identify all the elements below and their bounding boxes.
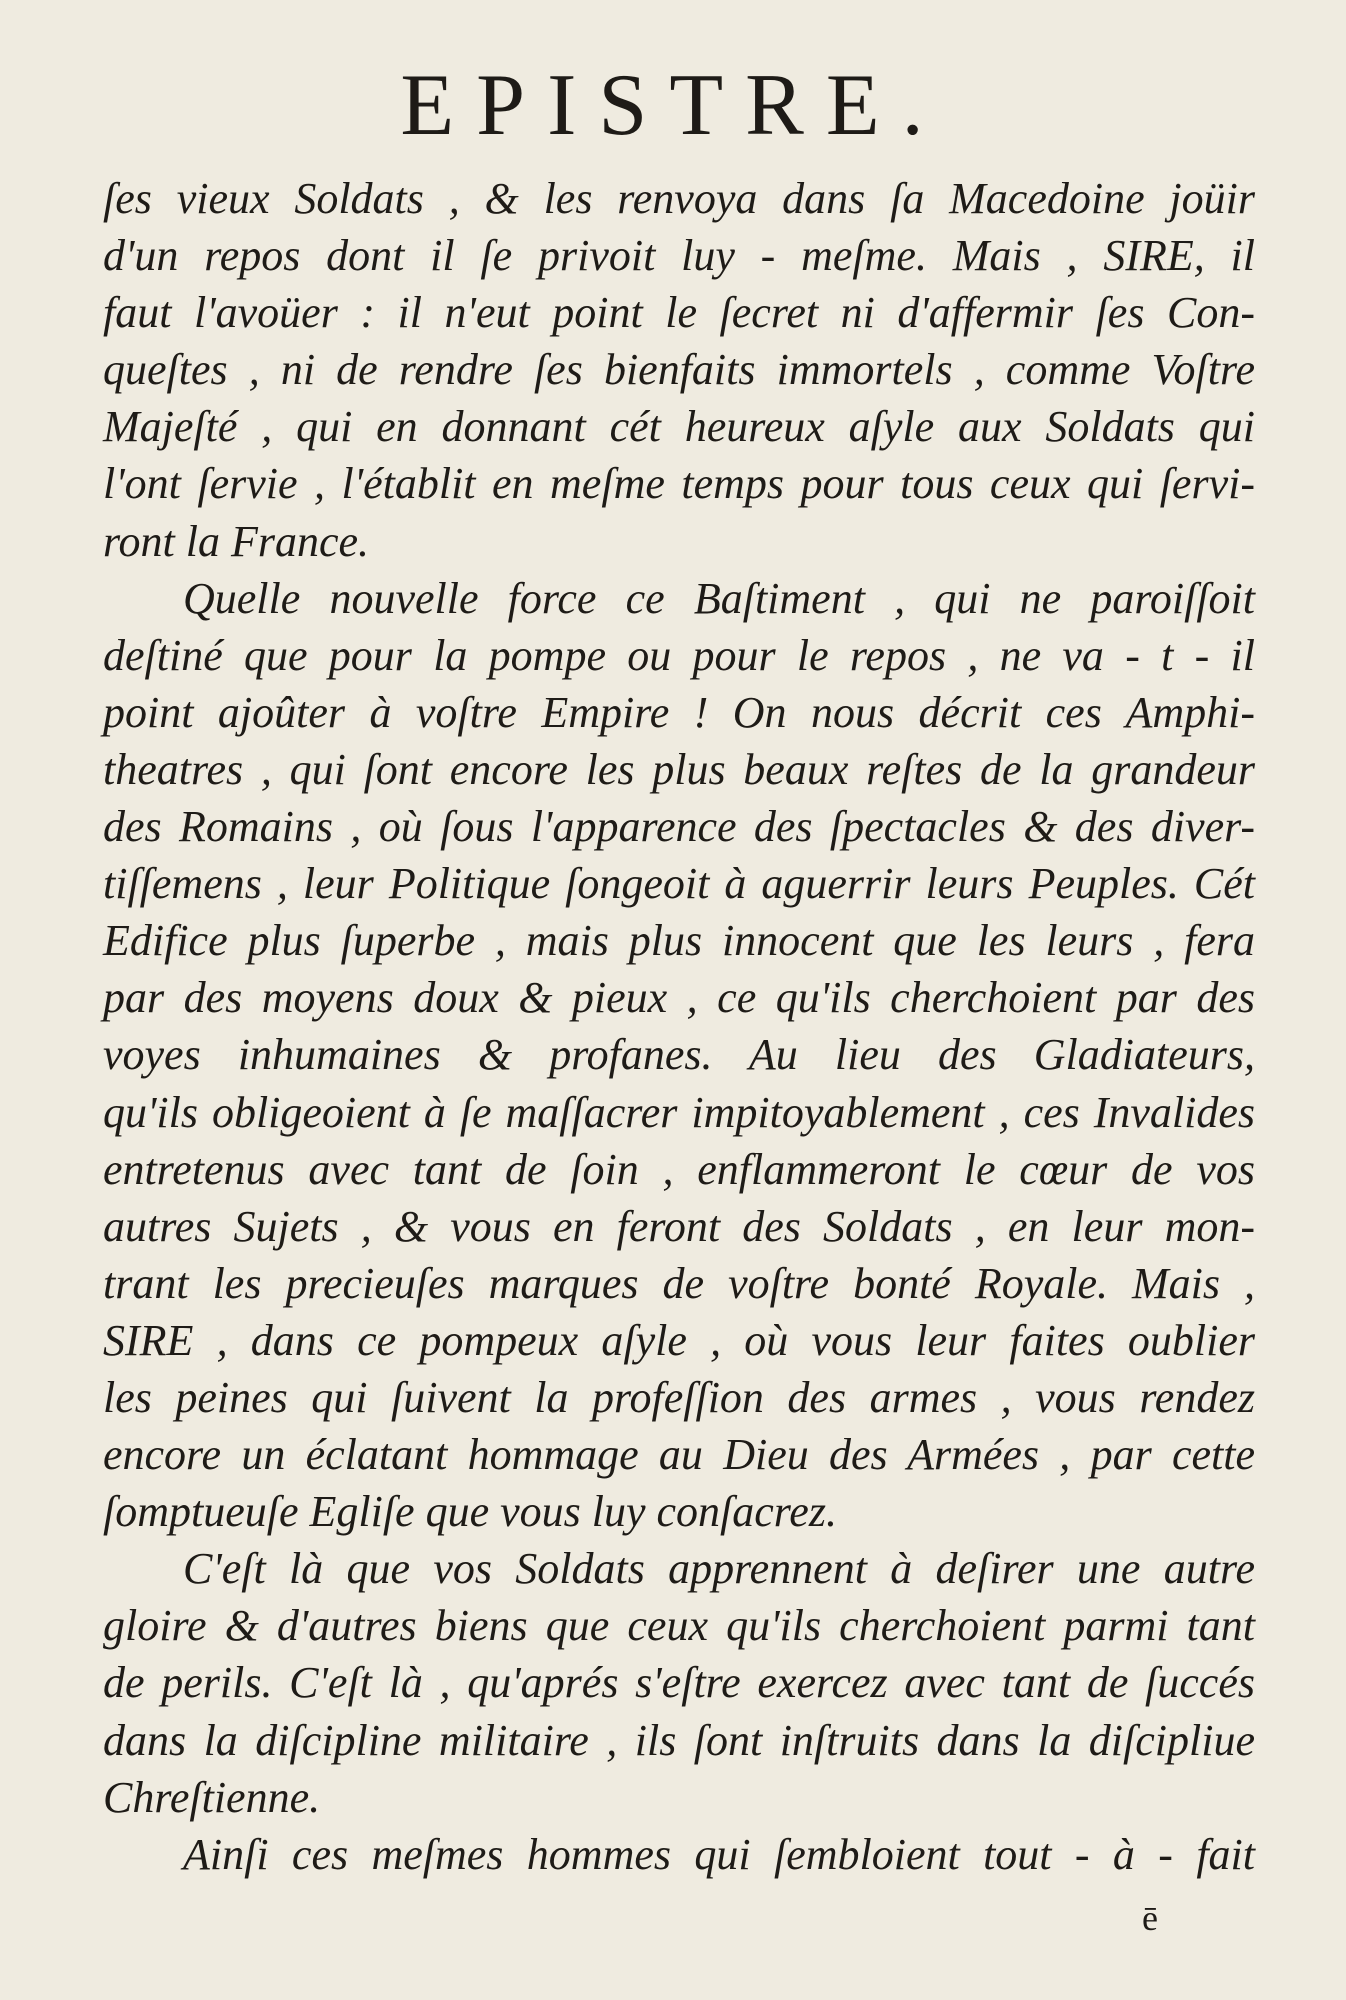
text-line: ſomptueuſe Egliſe que vous luy conſacrez. xyxy=(103,1487,837,1537)
text-line: C'eſt là que vos Soldats apprennent à deſirer une autre xyxy=(183,1544,1255,1594)
text-line: de perils. C'eſt là , qu'aprés s'eſtre exercez avec tant de ſuccés xyxy=(103,1658,1255,1708)
text-line: entretenus avec tant de ſoin , enflammeront le cœur de vos xyxy=(103,1144,1255,1194)
text-line: Ainſi ces meſmes hommes qui ſembloient tout - à - fait xyxy=(183,1829,1255,1879)
text-line: des Romains , où ſous l'apparence des ſpectacles & des diver- xyxy=(103,802,1255,852)
text-line: Majeſté , qui en donnant cét heureux aſyle aux Soldats qui xyxy=(103,402,1255,452)
text-line: gloire & d'autres biens que ceux qu'ils cherchoient parmi tant xyxy=(103,1601,1255,1651)
text-line: par des moyens doux & pieux , ce qu'ils cherchoient par des xyxy=(103,973,1255,1023)
text-line: voyes inhumaines & profanes. Au lieu des Gladiateurs, xyxy=(103,1030,1255,1080)
text-line: theatres , qui ſont encore les plus beaux reſtes de la grandeur xyxy=(103,744,1255,794)
text-line: queſtes , ni de rendre ſes bienfaits immortels , comme Voſtre xyxy=(103,345,1255,395)
text-line: qu'ils obligeoient à ſe maſſacrer impitoyablement , ces Invalides xyxy=(103,1087,1255,1137)
text-line: point ajoûter à voſtre Empire ! On nous décrit ces Amphi- xyxy=(103,687,1255,737)
body-text xyxy=(103,170,1255,1883)
text-line: faut l'avoüer : il n'eut point le ſecret ni d'affermir ſes Con- xyxy=(103,288,1255,338)
text-line: autres Sujets , & vous en feront des Soldats , en leur mon- xyxy=(103,1201,1255,1251)
text-line: Chreſtienne. xyxy=(103,1772,321,1822)
page-title: EPISTRE. xyxy=(400,57,946,154)
text-line: tiſſemens , leur Politique ſongeoit à aguerrir leurs Peuples. Cét xyxy=(103,859,1255,909)
text-line: d'un repos dont il ſe privoit luy - meſme. Mais , SIRE, il xyxy=(103,231,1255,281)
text-line: dans la diſcipline militaire , ils ſont inſtruits dans la diſcipliue xyxy=(103,1715,1255,1765)
text-line: l'ont ſervie , l'établit en meſme temps pour tous ceux qui ſervi- xyxy=(103,459,1255,509)
catchword: ē xyxy=(1142,1898,1158,1938)
text-line: Edifice plus ſuperbe , mais plus innocent que les leurs , fera xyxy=(103,916,1255,966)
text-line: ſes vieux Soldats , & les renvoya dans ſa Macedoine joüir xyxy=(103,174,1255,223)
text-line: Quelle nouvelle force ce Baſtiment , qui ne paroiſſoit xyxy=(183,573,1255,623)
text-line: les peines qui ſuivent la profeſſion des armes , vous rendez xyxy=(103,1372,1255,1422)
text-line: ront la France. xyxy=(103,516,369,566)
text-line: trant les precieuſes marques de voſtre bonté Royale. Mais , xyxy=(103,1258,1255,1308)
text-line: deſtiné que pour la pompe ou pour le repos , ne va - t - il xyxy=(103,630,1255,680)
text-line: SIRE , dans ce pompeux aſyle , où vous leur faites oublier xyxy=(103,1315,1255,1365)
text-line: encore un éclatant hommage au Dieu des Armées , par cette xyxy=(103,1430,1255,1480)
